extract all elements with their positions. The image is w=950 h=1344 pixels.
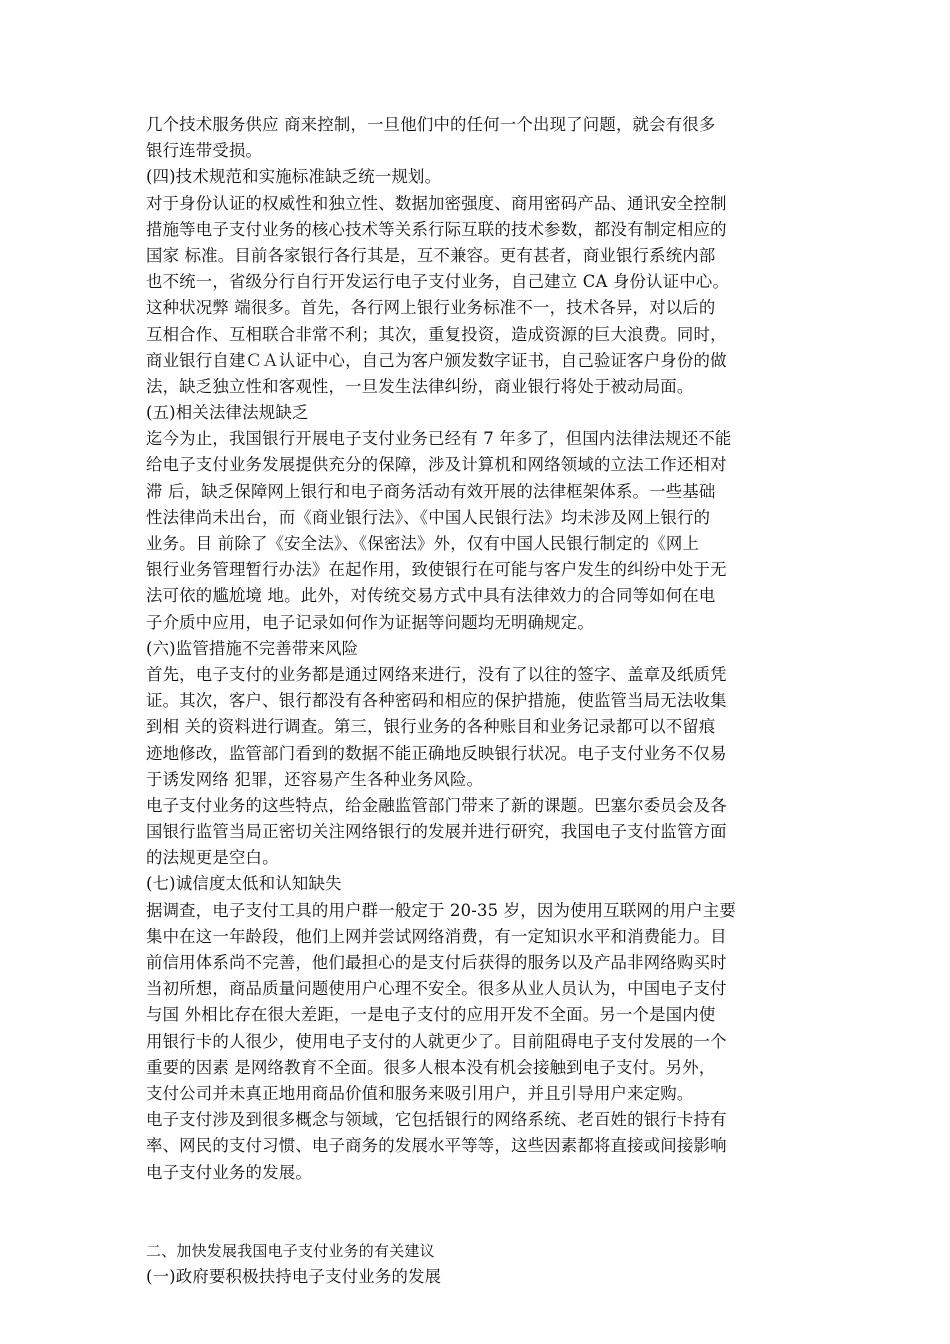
subheading-seven: (七)诚信度太低和认知缺失 <box>146 874 342 894</box>
text-line: 电子支付业务的发展。 <box>146 1162 312 1182</box>
section-heading: 二、加快发展我国电子支付业务的有关建议 <box>146 1241 435 1260</box>
text-line: 当初所想，商品质量问题使用户心理不安全。很多从业人员认为，中国电子支付 <box>146 979 727 999</box>
text-line: 业务。目 前除了《安全法》、《保密法》外，仅有中国人民银行制定的《网上 <box>146 534 700 553</box>
text-line: 电子支付涉及到很多概念与领域，它包括银行的网络系统、老百姓的银行卡持有 <box>146 1110 727 1130</box>
text-line: 国银行监管当局正密切关注网络银行的发展并进行研究，我国电子支付监管方面 <box>146 822 727 842</box>
text-line: 于诱发网络 犯罪，还容易产生各种业务风险。 <box>146 769 484 789</box>
text-line: 电子支付业务的这些特点，给金融监管部门带来了新的课题。巴塞尔委员会及各 <box>146 795 727 815</box>
text-line: 法可依的尴尬境 地。此外，对传统交易方式中具有法律效力的合同等如何在电 <box>146 586 716 606</box>
text-line: 支付公司并未真正地用商品价值和服务来吸引用户，并且引导用户来定购。 <box>146 1083 694 1103</box>
text-line: 率、网民的支付习惯、电子商务的发展水平等等，这些因素都将直接或间接影响 <box>146 1136 727 1156</box>
text-line: 国家 标准。目前各家银行各行其是，互不兼容。更有甚者，商业银行系统内部 <box>146 245 716 265</box>
subheading-five: (五)相关法律法规缺乏 <box>146 403 309 423</box>
text-line: 法，缺乏独立性和客观性，一旦发生法律纠纷，商业银行将处于被动局面。 <box>146 376 694 396</box>
text-line: 银行业务管理暂行办法》在起作用，致使银行在可能与客户发生的纠纷中处于无 <box>146 560 727 580</box>
text-line: 几个技术服务供应 商来控制，一旦他们中的任何一个出现了问题，就会有很多 <box>146 115 716 134</box>
text-line: 也不统一，省级分行自行开发运行电子支付业务，自己建立 CA 身份认证中心。 <box>146 272 730 292</box>
text-line: 对于身份认证的权威性和独立性、数据加密强度、商用密码产品、通讯安全控制 <box>146 193 727 213</box>
text-line: 的法规更是空白。 <box>146 848 279 868</box>
text-line: 用银行卡的人很少，使用电子支付的人就更少了。目前阻碍电子支付发展的一个 <box>146 1031 727 1051</box>
text-line: 子介质中应用，电子记录如何作为证据等问题均无明确规定。 <box>146 612 594 632</box>
text-line: 首先，电子支付的业务都是通过网络来进行，没有了以往的签字、盖章及纸质凭 <box>146 664 727 684</box>
text-line: 集中在这一年龄段，他们上网并尝试网络消费，有一定知识水平和消费能力。目 <box>146 926 727 946</box>
text-line: 性法律尚未出台，而《商业银行法》、《中国人民银行法》均未涉及网上银行的 <box>146 507 711 527</box>
section-gap <box>146 1186 810 1238</box>
text-line: 迄今为止，我国银行开展电子支付业务已经有 7 年多了，但国内法律法规还不能 <box>146 429 732 449</box>
document-body <box>146 112 810 1290</box>
text-line: 证。其次，客户、银行都没有各种密码和相应的保护措施，使监管当局无法收集 <box>146 691 727 711</box>
text-line: 据调查，电子支付工具的用户群一般定于 20-35 岁，因为使用互联网的用户主要 <box>146 900 736 920</box>
text-line: 这种状况弊 端很多。首先，各行网上银行业务标准不一，技术各异，对以后的 <box>146 298 716 318</box>
subheading-one: (一)政府要积极扶持电子支付业务的发展 <box>146 1266 442 1286</box>
text-line: 重要的因素 是网络教育不全面。很多人根本没有机会接触到电子支付。另外， <box>146 1057 716 1077</box>
text-line: 银行连带受损。 <box>146 141 263 161</box>
paragraph-block <box>146 112 810 1186</box>
text-line: 给电子支付业务发展提供充分的保障，涉及计算机和网络领域的立法工作还相对 <box>146 455 727 475</box>
text-line: 互相合作、互相联合非常不利；其次，重复投资，造成资源的巨大浪费。同时， <box>146 324 727 344</box>
subheading-six: (六)监管措施不完善带来风险 <box>146 638 359 658</box>
text-line: 迹地修改，监管部门看到的数据不能正确地反映银行状况。电子支付业务不仅易 <box>146 743 727 763</box>
subheading-four: (四)技术规范和实施标准缺乏统一规划。 <box>146 167 442 187</box>
text-line: 措施等电子支付业务的核心技术等关系行际互联的技术参数，都没有制定相应的 <box>146 219 727 239</box>
text-line: 前信用体系尚不完善，他们最担心的是支付后获得的服务以及产品非网络购买时 <box>146 953 727 972</box>
text-line: 商业银行自建ＣＡ认证中心，自己为客户颁发数字证书，自己验证客户身份的做 <box>146 350 727 370</box>
text-line: 到相 关的资料进行调查。第三，银行业务的各种账目和业务记录都可以不留痕 <box>146 717 716 737</box>
text-line: 与国 外相比存在很大差距，一是电子支付的应用开发不全面。另一个是国内使 <box>146 1005 716 1025</box>
text-line: 滞 后，缺乏保障网上银行和电子商务活动有效开展的法律框架体系。一些基础 <box>146 481 716 501</box>
